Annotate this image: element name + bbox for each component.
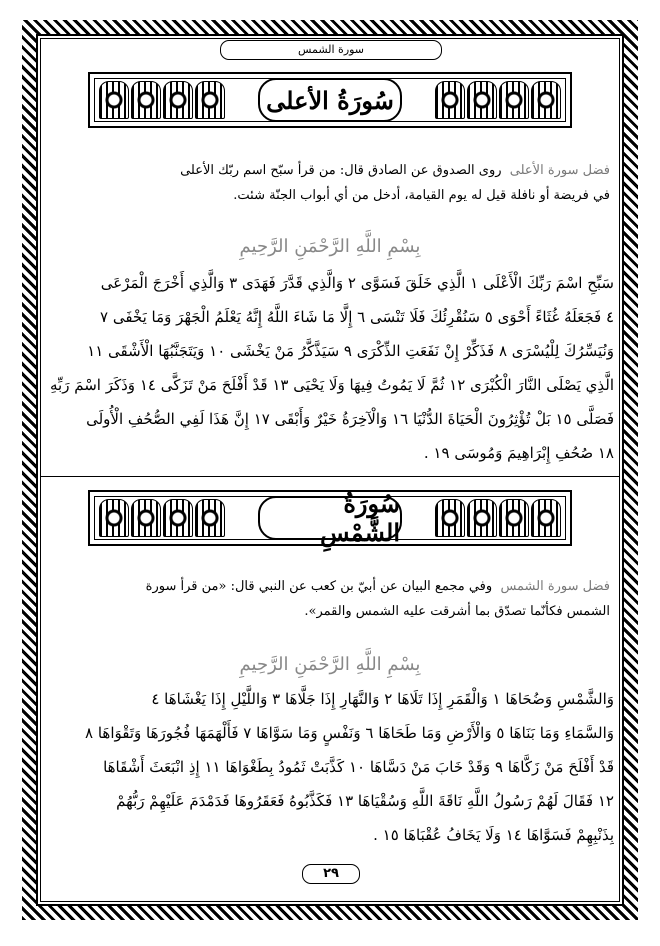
left-ornament bbox=[99, 81, 225, 119]
verse-line: سَبِّحِ اسْمَ رَبِّكَ الْأَعْلَى ١ الَّذِي خَلَقَ فَسَوَّى ٢ وَالَّذِي قَدَّرَ فَهَدَى ٣ وَالَّذِي أَخْرَجَ الْمَرْعَى bbox=[100, 274, 614, 292]
verse-line: بِذَنْبِهِمْ فَسَوَّاهَا ١٤ وَلَا يَخَافُ عُقْبَاهَا ١٥ . bbox=[373, 826, 614, 844]
basmala: بِسْمِ اللَّهِ الرَّحْمَنِ الرَّحِيمِ bbox=[239, 236, 421, 257]
right-ornament bbox=[435, 499, 561, 537]
verse-line: وَالشَّمْسِ وَضُحَاهَا ١ وَالْقَمَرِ إِذَا تَلَاهَا ٢ وَالنَّهَارِ إِذَا جَلَّاهَا ٣ وَاللَّيْلِ إِذَا يَغْشَاهَا ٤ bbox=[151, 690, 614, 708]
page-number: ٢٩ bbox=[302, 864, 360, 884]
basmala: بِسْمِ اللَّهِ الرَّحْمَنِ الرَّحِيمِ bbox=[239, 654, 421, 675]
virtue-text-line: روى الصدوق عن الصادق قال: من قرأ سبّح اسم ربّك الأعلى bbox=[180, 163, 502, 178]
verse-line: وَالسَّمَاءِ وَمَا بَنَاهَا ٥ وَالْأَرْضِ وَمَا طَحَاهَا ٦ وَنَفْسٍ وَمَا سَوَّاهَا ٧ فَأَلْهَمَهَا فُجُورَهَا وَتَقْوَاهَا ٨ bbox=[85, 724, 614, 742]
verses-block bbox=[46, 266, 614, 470]
running-header: سورة الشمس bbox=[220, 40, 442, 60]
virtue-paragraph bbox=[50, 574, 610, 624]
verse-line: ١٢ فَقَالَ لَهُمْ رَسُولُ اللَّهِ نَاقَةَ اللَّهِ وَسُقْيَاهَا ١٣ فَكَذَّبُوهُ فَعَقَرُوهَا فَدَمْدَمَ عَلَيْهِمْ رَبُّهُمْ bbox=[116, 792, 614, 810]
virtue-text-line: الشمس فكأنّما تصدّق بما أشرقت عليه الشمس والقمر». bbox=[304, 604, 610, 619]
verses-block bbox=[46, 682, 614, 852]
left-ornament bbox=[99, 499, 225, 537]
verse-line: ١٨ صُحُفِ إِبْرَاهِيمَ وَمُوسَى ١٩ . bbox=[423, 444, 614, 462]
surah-title: سُورَةُ الأعلى bbox=[258, 78, 402, 122]
virtue-paragraph bbox=[50, 158, 610, 208]
surah-title-banner bbox=[88, 72, 572, 128]
surah-title-banner bbox=[88, 490, 572, 546]
virtue-lead: فضل سورة الأعلى bbox=[509, 163, 610, 178]
verse-line: وَنُيَسِّرُكَ لِلْيُسْرَى ٨ فَذَكِّرْ إِنْ نَفَعَتِ الذِّكْرَى ٩ سَيَذَّكَّرُ مَنْ يَخْشَى ١٠ وَيَتَجَنَّبُهَا الْأَشْقَى ١١ bbox=[87, 342, 614, 360]
verse-line: فَصَلَّى ١٥ بَلْ تُؤْثِرُونَ الْحَيَاةَ الدُّنْيَا ١٦ وَالْآخِرَةُ خَيْرٌ وَأَبْقَى ١٧ إِنَّ هَذَا لَفِي الصُّحُفِ الْأُولَى bbox=[86, 410, 614, 428]
verse-line: الَّذِي يَصْلَى النَّارَ الْكُبْرَى ١٢ ثُمَّ لَا يَمُوتُ فِيهَا وَلَا يَحْيَى ١٣ قَدْ أَفْلَحَ مَنْ تَزَكَّى ١٤ وَذَكَرَ اسْمَ رَبِّهِ bbox=[49, 376, 614, 394]
virtue-lead: فضل سورة الشمس bbox=[500, 579, 610, 594]
section-divider bbox=[40, 476, 620, 477]
verse-line: ٤ فَجَعَلَهُ غُثَاءً أَحْوَى ٥ سَنُقْرِئُكَ فَلَا تَنْسَى ٦ إِلَّا مَا شَاءَ اللَّهُ إِنَّهُ يَعْلَمُ الْجَهْرَ وَمَا يَخْفَى ٧ bbox=[99, 308, 614, 326]
right-ornament bbox=[435, 81, 561, 119]
virtue-text-line: في فريضة أو نافلة قيل له يوم القيامة، أدخل من أي أبواب الجنّة شئت. bbox=[233, 188, 610, 203]
verse-line: قَدْ أَفْلَحَ مَنْ زَكَّاهَا ٩ وَقَدْ خَابَ مَنْ دَسَّاهَا ١٠ كَذَّبَتْ ثَمُودُ بِطَغْوَاهَا ١١ إِذِ انْبَعَثَ أَشْقَاهَا bbox=[103, 758, 614, 776]
surah-title: سُورَةُ الشَّمْسِ bbox=[258, 496, 402, 540]
virtue-text-line: وفي مجمع البيان عن أبيّ بن كعب عن النبي قال: «من قرأ سورة bbox=[145, 579, 493, 594]
